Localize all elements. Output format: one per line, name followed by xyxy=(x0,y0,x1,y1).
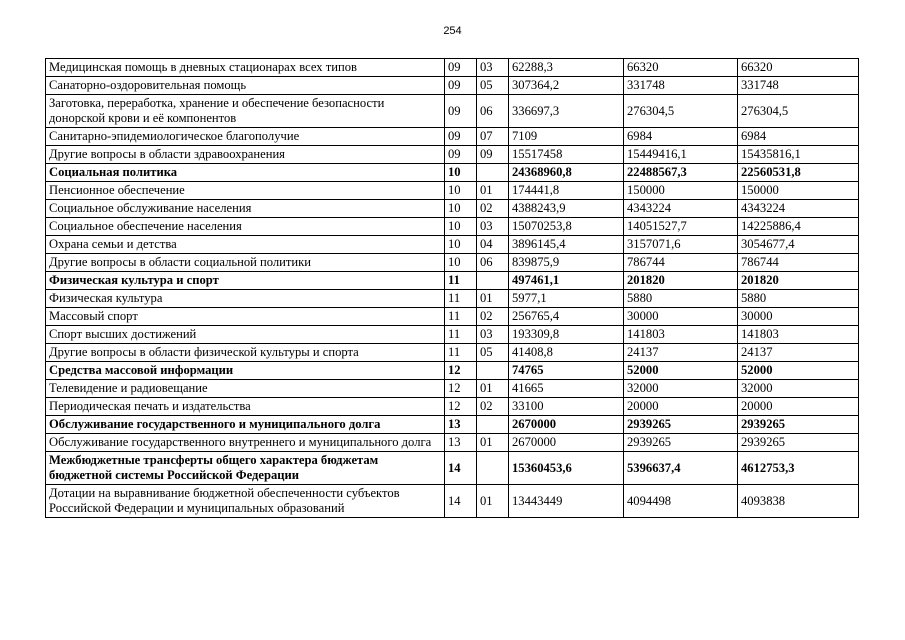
row-value-1: 24368960,8 xyxy=(509,164,624,182)
row-value-1: 41665 xyxy=(509,380,624,398)
row-section-code: 10 xyxy=(445,182,477,200)
row-subsection-code: 02 xyxy=(477,398,509,416)
row-value-3: 2939265 xyxy=(738,416,859,434)
row-subsection-code: 01 xyxy=(477,182,509,200)
row-value-1: 3896145,4 xyxy=(509,236,624,254)
table-row xyxy=(46,128,859,146)
row-subsection-code xyxy=(477,164,509,182)
row-value-2: 150000 xyxy=(624,182,738,200)
row-value-1: 41408,8 xyxy=(509,344,624,362)
table-row xyxy=(46,236,859,254)
row-value-1: 15517458 xyxy=(509,146,624,164)
table-row xyxy=(46,272,859,290)
row-value-1: 497461,1 xyxy=(509,272,624,290)
row-value-2: 3157071,6 xyxy=(624,236,738,254)
row-section-code: 13 xyxy=(445,434,477,452)
row-value-1: 193309,8 xyxy=(509,326,624,344)
row-value-2: 4343224 xyxy=(624,200,738,218)
row-value-3: 331748 xyxy=(738,77,859,95)
row-section-code: 12 xyxy=(445,380,477,398)
row-value-3: 52000 xyxy=(738,362,859,380)
row-value-2: 786744 xyxy=(624,254,738,272)
row-name: Социальное обслуживание населения xyxy=(46,200,445,218)
row-value-3: 150000 xyxy=(738,182,859,200)
row-section-code: 11 xyxy=(445,344,477,362)
row-value-2: 24137 xyxy=(624,344,738,362)
row-section-code: 09 xyxy=(445,95,477,128)
row-name: Массовый спорт xyxy=(46,308,445,326)
row-value-3: 3054677,4 xyxy=(738,236,859,254)
table-row xyxy=(46,344,859,362)
row-value-1: 336697,3 xyxy=(509,95,624,128)
row-value-3: 20000 xyxy=(738,398,859,416)
row-value-1: 839875,9 xyxy=(509,254,624,272)
row-section-code: 13 xyxy=(445,416,477,434)
row-name: Физическая культура xyxy=(46,290,445,308)
row-section-code: 14 xyxy=(445,452,477,485)
row-value-2: 30000 xyxy=(624,308,738,326)
row-value-2: 52000 xyxy=(624,362,738,380)
row-value-1: 13443449 xyxy=(509,485,624,518)
table-row xyxy=(46,146,859,164)
row-name: Телевидение и радиовещание xyxy=(46,380,445,398)
row-section-code: 11 xyxy=(445,290,477,308)
row-name: Периодическая печать и издательства xyxy=(46,398,445,416)
row-value-3: 276304,5 xyxy=(738,95,859,128)
table-row xyxy=(46,380,859,398)
row-value-2: 5396637,4 xyxy=(624,452,738,485)
row-value-3: 30000 xyxy=(738,308,859,326)
row-value-1: 2670000 xyxy=(509,416,624,434)
row-section-code: 10 xyxy=(445,218,477,236)
row-name: Санаторно-оздоровительная помощь xyxy=(46,77,445,95)
row-subsection-code xyxy=(477,416,509,434)
row-value-2: 22488567,3 xyxy=(624,164,738,182)
row-value-3: 4343224 xyxy=(738,200,859,218)
table-row xyxy=(46,95,859,128)
row-section-code: 11 xyxy=(445,272,477,290)
row-section-code: 12 xyxy=(445,362,477,380)
table-row xyxy=(46,59,859,77)
row-section-code: 14 xyxy=(445,485,477,518)
row-subsection-code: 07 xyxy=(477,128,509,146)
row-section-code: 09 xyxy=(445,128,477,146)
table-row xyxy=(46,398,859,416)
row-subsection-code: 09 xyxy=(477,146,509,164)
row-name: Физическая культура и спорт xyxy=(46,272,445,290)
row-value-3: 4093838 xyxy=(738,485,859,518)
row-name: Санитарно-эпидемиологическое благополучие xyxy=(46,128,445,146)
row-subsection-code: 01 xyxy=(477,485,509,518)
row-subsection-code: 05 xyxy=(477,77,509,95)
row-name: Другие вопросы в области здравоохранения xyxy=(46,146,445,164)
row-value-2: 2939265 xyxy=(624,416,738,434)
row-section-code: 09 xyxy=(445,77,477,95)
table-row xyxy=(46,452,859,485)
row-subsection-code: 03 xyxy=(477,218,509,236)
row-value-2: 2939265 xyxy=(624,434,738,452)
row-value-2: 32000 xyxy=(624,380,738,398)
row-subsection-code: 01 xyxy=(477,290,509,308)
row-subsection-code xyxy=(477,362,509,380)
row-name: Социальное обеспечение населения xyxy=(46,218,445,236)
budget-table xyxy=(45,58,859,518)
row-section-code: 12 xyxy=(445,398,477,416)
row-subsection-code xyxy=(477,272,509,290)
table-row xyxy=(46,308,859,326)
row-value-3: 32000 xyxy=(738,380,859,398)
row-subsection-code: 01 xyxy=(477,380,509,398)
row-section-code: 10 xyxy=(445,254,477,272)
row-value-3: 14225886,4 xyxy=(738,218,859,236)
row-value-2: 5880 xyxy=(624,290,738,308)
row-value-3: 22560531,8 xyxy=(738,164,859,182)
row-value-1: 15070253,8 xyxy=(509,218,624,236)
row-value-1: 74765 xyxy=(509,362,624,380)
table-row xyxy=(46,254,859,272)
row-subsection-code: 06 xyxy=(477,254,509,272)
row-value-2: 15449416,1 xyxy=(624,146,738,164)
row-name: Дотации на выравнивание бюджетной обеспеченности субъектов Российской Федерации и муниципальных образований xyxy=(46,485,445,518)
row-value-1: 2670000 xyxy=(509,434,624,452)
row-value-3: 5880 xyxy=(738,290,859,308)
row-value-1: 33100 xyxy=(509,398,624,416)
row-section-code: 10 xyxy=(445,200,477,218)
row-value-3: 141803 xyxy=(738,326,859,344)
row-value-1: 15360453,6 xyxy=(509,452,624,485)
row-value-1: 174441,8 xyxy=(509,182,624,200)
row-subsection-code: 03 xyxy=(477,59,509,77)
row-value-1: 307364,2 xyxy=(509,77,624,95)
table-row xyxy=(46,362,859,380)
table-row xyxy=(46,416,859,434)
table-body xyxy=(46,59,859,518)
row-name: Медицинская помощь в дневных стационарах всех типов xyxy=(46,59,445,77)
table-row xyxy=(46,164,859,182)
row-value-1: 256765,4 xyxy=(509,308,624,326)
row-value-1: 62288,3 xyxy=(509,59,624,77)
row-name: Средства массовой информации xyxy=(46,362,445,380)
row-subsection-code: 03 xyxy=(477,326,509,344)
row-name: Охрана семьи и детства xyxy=(46,236,445,254)
page-number: 254 xyxy=(443,25,462,37)
row-value-3: 15435816,1 xyxy=(738,146,859,164)
row-name: Обслуживание государственного и муниципального долга xyxy=(46,416,445,434)
row-value-3: 66320 xyxy=(738,59,859,77)
row-value-3: 24137 xyxy=(738,344,859,362)
row-value-1: 5977,1 xyxy=(509,290,624,308)
row-subsection-code: 02 xyxy=(477,308,509,326)
row-value-1: 7109 xyxy=(509,128,624,146)
row-value-2: 6984 xyxy=(624,128,738,146)
row-name: Обслуживание государственного внутреннего и муниципального долга xyxy=(46,434,445,452)
row-name: Спорт высших достижений xyxy=(46,326,445,344)
row-subsection-code: 04 xyxy=(477,236,509,254)
row-subsection-code xyxy=(477,452,509,485)
row-value-2: 276304,5 xyxy=(624,95,738,128)
table-row xyxy=(46,485,859,518)
row-value-2: 14051527,7 xyxy=(624,218,738,236)
row-value-3: 2939265 xyxy=(738,434,859,452)
table-row xyxy=(46,434,859,452)
row-value-2: 66320 xyxy=(624,59,738,77)
table-row xyxy=(46,200,859,218)
table-row xyxy=(46,326,859,344)
row-name: Социальная политика xyxy=(46,164,445,182)
row-value-2: 331748 xyxy=(624,77,738,95)
row-value-2: 20000 xyxy=(624,398,738,416)
row-value-2: 4094498 xyxy=(624,485,738,518)
row-name: Заготовка, переработка, хранение и обеспечение безопасности донорской крови и её компонентов xyxy=(46,95,445,128)
row-value-1: 4388243,9 xyxy=(509,200,624,218)
table-row xyxy=(46,77,859,95)
row-section-code: 09 xyxy=(445,146,477,164)
row-subsection-code: 01 xyxy=(477,434,509,452)
row-value-3: 786744 xyxy=(738,254,859,272)
table-row xyxy=(46,182,859,200)
row-value-2: 201820 xyxy=(624,272,738,290)
row-value-3: 201820 xyxy=(738,272,859,290)
row-name: Пенсионное обеспечение xyxy=(46,182,445,200)
row-value-3: 6984 xyxy=(738,128,859,146)
row-name: Другие вопросы в области физической культуры и спорта xyxy=(46,344,445,362)
row-section-code: 10 xyxy=(445,164,477,182)
table-row xyxy=(46,290,859,308)
row-name: Межбюджетные трансферты общего характера бюджетам бюджетной системы Российской Федерации xyxy=(46,452,445,485)
row-value-3: 4612753,3 xyxy=(738,452,859,485)
row-value-2: 141803 xyxy=(624,326,738,344)
row-section-code: 11 xyxy=(445,326,477,344)
row-section-code: 10 xyxy=(445,236,477,254)
row-name: Другие вопросы в области социальной политики xyxy=(46,254,445,272)
row-subsection-code: 05 xyxy=(477,344,509,362)
row-section-code: 09 xyxy=(445,59,477,77)
row-section-code: 11 xyxy=(445,308,477,326)
table-row xyxy=(46,218,859,236)
row-subsection-code: 02 xyxy=(477,200,509,218)
row-subsection-code: 06 xyxy=(477,95,509,128)
